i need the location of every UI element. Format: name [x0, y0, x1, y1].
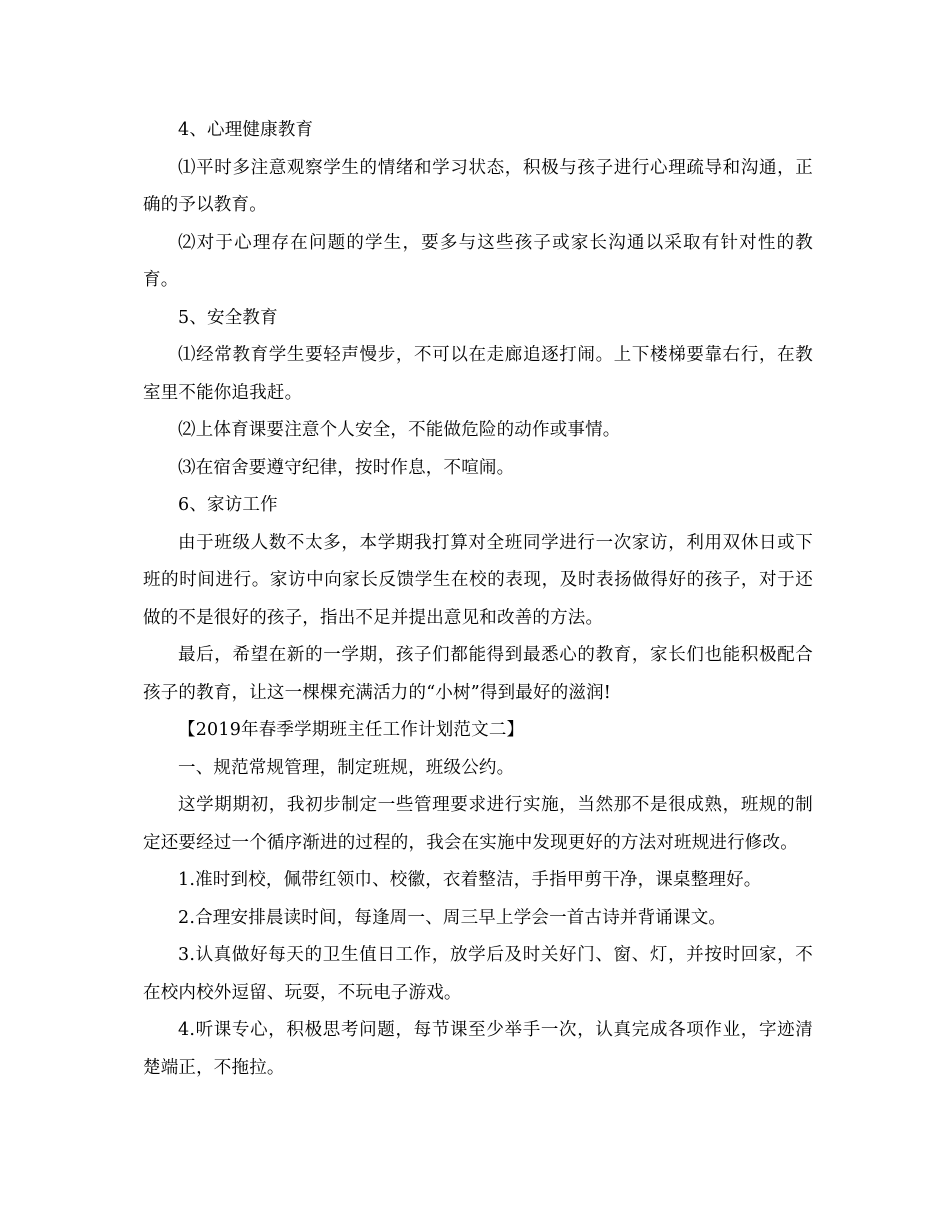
section-heading-routine-management: 一、规范常规管理，制定班规，班级公约。: [178, 757, 515, 778]
paragraph: ⑴经常教育学生要轻声慢步，不可以在走廊追逐打闹。上下楼梯要靠右行，在教室里不能你追我赶。: [143, 345, 813, 403]
section-heading-mental-health: 4、心理健康教育: [178, 120, 314, 140]
section-heading-safety: 5、安全教育: [178, 307, 278, 328]
list-item: 1.准时到校，佩带红领巾、校徽，衣着整洁，手指甲剪干净，课桌整理好。: [178, 870, 762, 890]
paragraph: ⑶在宿舍要遵守纪律，按时作息，不喧闹。: [178, 457, 515, 478]
paragraph: 这学期期初，我初步制定一些管理要求进行实施，当然那不是很成熟，班规的制定还要经过一个循序渐进的过程的，我会在实施中发现更好的方法对班规进行修改。: [143, 795, 813, 853]
list-item: 4.听课专心，积极思考问题，每节课至少举手一次，认真完成各项作业，字迹清楚端正，不拖拉。: [143, 1020, 813, 1078]
paragraph: ⑴平时多注意观察学生的情绪和学习状态，积极与孩子进行心理疏导和沟通，正确的予以教育。: [143, 157, 813, 215]
list-item: 2.合理安排晨读时间，每逢周一、周三早上学会一首古诗并背诵课文。: [178, 907, 727, 928]
section-title-sample-two: 【2019年春季学期班主任工作计划范文二】: [178, 720, 525, 740]
section-heading-home-visit: 6、家访工作: [178, 495, 278, 515]
paragraph: ⑵上体育课要注意个人安全，不能做危险的动作或事情。: [178, 420, 621, 440]
paragraph: ⑵对于心理存在问题的学生，要多与这些孩子或家长沟通以采取有针对性的教育。: [143, 232, 813, 290]
document-body: [143, 112, 813, 1087]
list-item: 3.认真做好每天的卫生值日工作，放学后及时关好门、窗、灯，并按时回家，不在校内校外逗留、玩耍，不玩电子游戏。: [143, 945, 813, 1003]
paragraph: 由于班级人数不太多，本学期我打算对全班同学进行一次家访，利用双休日或下班的时间进行。家访中向家长反馈学生在校的表现，及时表扬做得好的孩子，对于还做的不是很好的孩子，指出不足并提出意见和改善的方法。: [143, 532, 813, 628]
paragraph: 最后，希望在新的一学期，孩子们都能得到最悉心的教育，家长们也能积极配合孩子的教育，让这一棵棵充满活力的“小树”得到最好的滋润!: [143, 645, 813, 703]
